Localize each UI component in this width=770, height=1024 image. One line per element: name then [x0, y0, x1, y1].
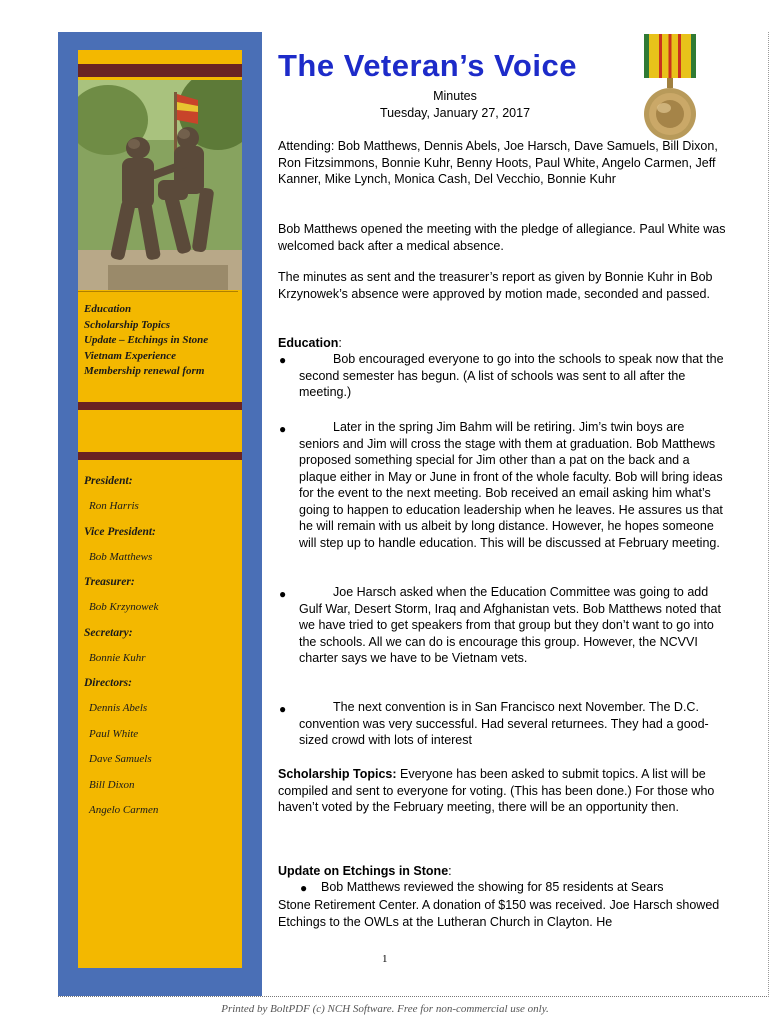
nav-item-education[interactable]: Education	[84, 303, 132, 315]
education-item	[299, 419, 727, 551]
education-item-text: The next convention is in San Francisco next November. The D.C. convention was very successful. Had several returnees. They had a good-sized crowd with lots of interest	[299, 700, 709, 747]
sidebar-band-top	[78, 64, 242, 77]
meeting-date: Tuesday, January 27, 2017	[379, 106, 531, 120]
opening-paragraph	[278, 221, 728, 254]
minutes-paragraph	[278, 269, 728, 302]
officer-title: Secretary:	[84, 626, 133, 639]
director-name: Bill Dixon	[89, 778, 135, 791]
attending-paragraph	[278, 138, 728, 188]
newsletter-title: The Veteran’s Voice	[278, 48, 577, 83]
minutes-text: The minutes as sent and the treasurer’s report as given by Bonnie Kuhr in Bob Krzynowek’s absence were approved by motion made, seconded and passed.	[278, 270, 713, 301]
nav-item-membership[interactable]: Membership renewal form	[84, 365, 205, 377]
education-item-text: Bob encouraged everyone to go into the schools to speak now that the second semester has begun. (A list of schools was sent to all after the meeting.)	[299, 352, 724, 399]
education-item	[299, 699, 727, 749]
education-heading: Education:	[278, 336, 342, 350]
scholarship-text: Everyone has been asked to submit topics. A list will be compiled and sent to everyone for voting. (This has been done.) For those who haven’t voted by the February meeting, there will be an opportunity then.	[278, 767, 715, 814]
director-name: Dave Samuels	[89, 753, 152, 765]
sidebar-contents-list	[84, 302, 208, 380]
director-name: Angelo Carmen	[89, 804, 159, 816]
etchings-heading: Update on Etchings in Stone:	[278, 864, 452, 878]
bullet-icon: ●	[279, 353, 287, 367]
etchings-item	[321, 879, 731, 896]
education-item-text: Joe Harsch asked when the Education Committee was going to add Gulf War, Desert Storm, Iraq and Afghanistan vets. Bob Matthews noted that we have tried to get speakers from that group but they don’t want to go into the schools. All we can do is encourage this group. However, the NCVVI charter says we have to be Vietnam vets.	[299, 585, 721, 665]
nav-item-vietnam-experience[interactable]: Vietnam Experience	[84, 349, 176, 362]
etchings-heading-text: Update on Etchings in Stone	[278, 864, 449, 878]
bullet-icon: ●	[279, 702, 287, 716]
attending-text: Attending: Bob Matthews, Dennis Abels, Joe Harsch, Dave Samuels, Bill Dixon, Ron Fitzsimmons, Bonnie Kuhr, Benny Hoots, Paul White, Angelo Carmen, Jeff Kanner, Mike Lynch, Monica Cash, Del Vecchio, Bonnie Kuhr	[278, 139, 718, 186]
education-item-text: Later in the spring Jim Bahm will be retiring. Jim’s twin boys are seniors and Jim will cross the stage with them at graduation. Bob Matthews proposed something special for Jim other than a pat on the back and a plaque either in May or June in front of the whole faculty. Bob will bring ideas for the event to the next meeting. Bob received an email asking him what’s going to happen to education leadership when he leaves. He assures us that he will remain with us albeit by long distance. However, he hopes someone will step up to handle education. This will be discussed at February meeting.	[299, 420, 723, 550]
sidebar-band-middle	[78, 402, 242, 410]
memorial-statue-photo	[78, 80, 242, 290]
officer-name: Ron Harris	[89, 500, 139, 512]
bullet-icon: ●	[279, 587, 287, 601]
opening-text: Bob Matthews opened the meeting with the pledge of allegiance. Paul White was welcomed back after a medical absence.	[278, 222, 726, 253]
bullet-icon: ●	[300, 881, 308, 895]
nav-item-scholarship[interactable]: Scholarship Topics	[84, 318, 171, 331]
officer-name: Bonnie Kuhr	[89, 651, 146, 664]
scholarship-paragraph	[278, 766, 728, 816]
officer-title: Vice President:	[84, 525, 156, 538]
doc-type: Minutes	[433, 89, 477, 103]
page-number: 1	[382, 953, 388, 965]
officer-name: Bob Matthews	[89, 550, 153, 563]
nav-item-etchings[interactable]: Update – Etchings in Stone	[84, 334, 209, 346]
service-medal-icon	[634, 32, 706, 150]
education-item	[299, 584, 727, 667]
bullet-icon: ●	[279, 422, 287, 436]
etchings-item-text: Bob Matthews reviewed the showing for 85 residents at Sears	[321, 880, 664, 894]
print-footer: Printed by BoltPDF (c) NCH Software. Free for non-commercial use only.	[221, 1003, 549, 1015]
etchings-text: Stone Retirement Center. A donation of $150 was received. Joe Harsch showed Etchings to the OWLs at the Lutheran Church in Clayton. He	[278, 898, 720, 929]
officer-title: President:	[84, 475, 133, 487]
statue-image	[78, 80, 242, 290]
officer-name: Bob Krzynowek	[89, 601, 159, 613]
director-name: Dennis Abels	[89, 702, 148, 714]
officers-list	[84, 472, 234, 827]
officer-title: Treasurer:	[84, 576, 135, 588]
etchings-paragraph	[278, 897, 728, 930]
education-heading-text: Education	[278, 336, 339, 350]
scholarship-heading: Scholarship Topics:	[278, 767, 397, 781]
director-name: Paul White	[89, 727, 139, 740]
sidebar-band-lower	[78, 452, 242, 460]
education-item	[299, 351, 727, 401]
directors-title: Directors:	[84, 677, 132, 689]
sidebar-rule	[78, 291, 238, 292]
